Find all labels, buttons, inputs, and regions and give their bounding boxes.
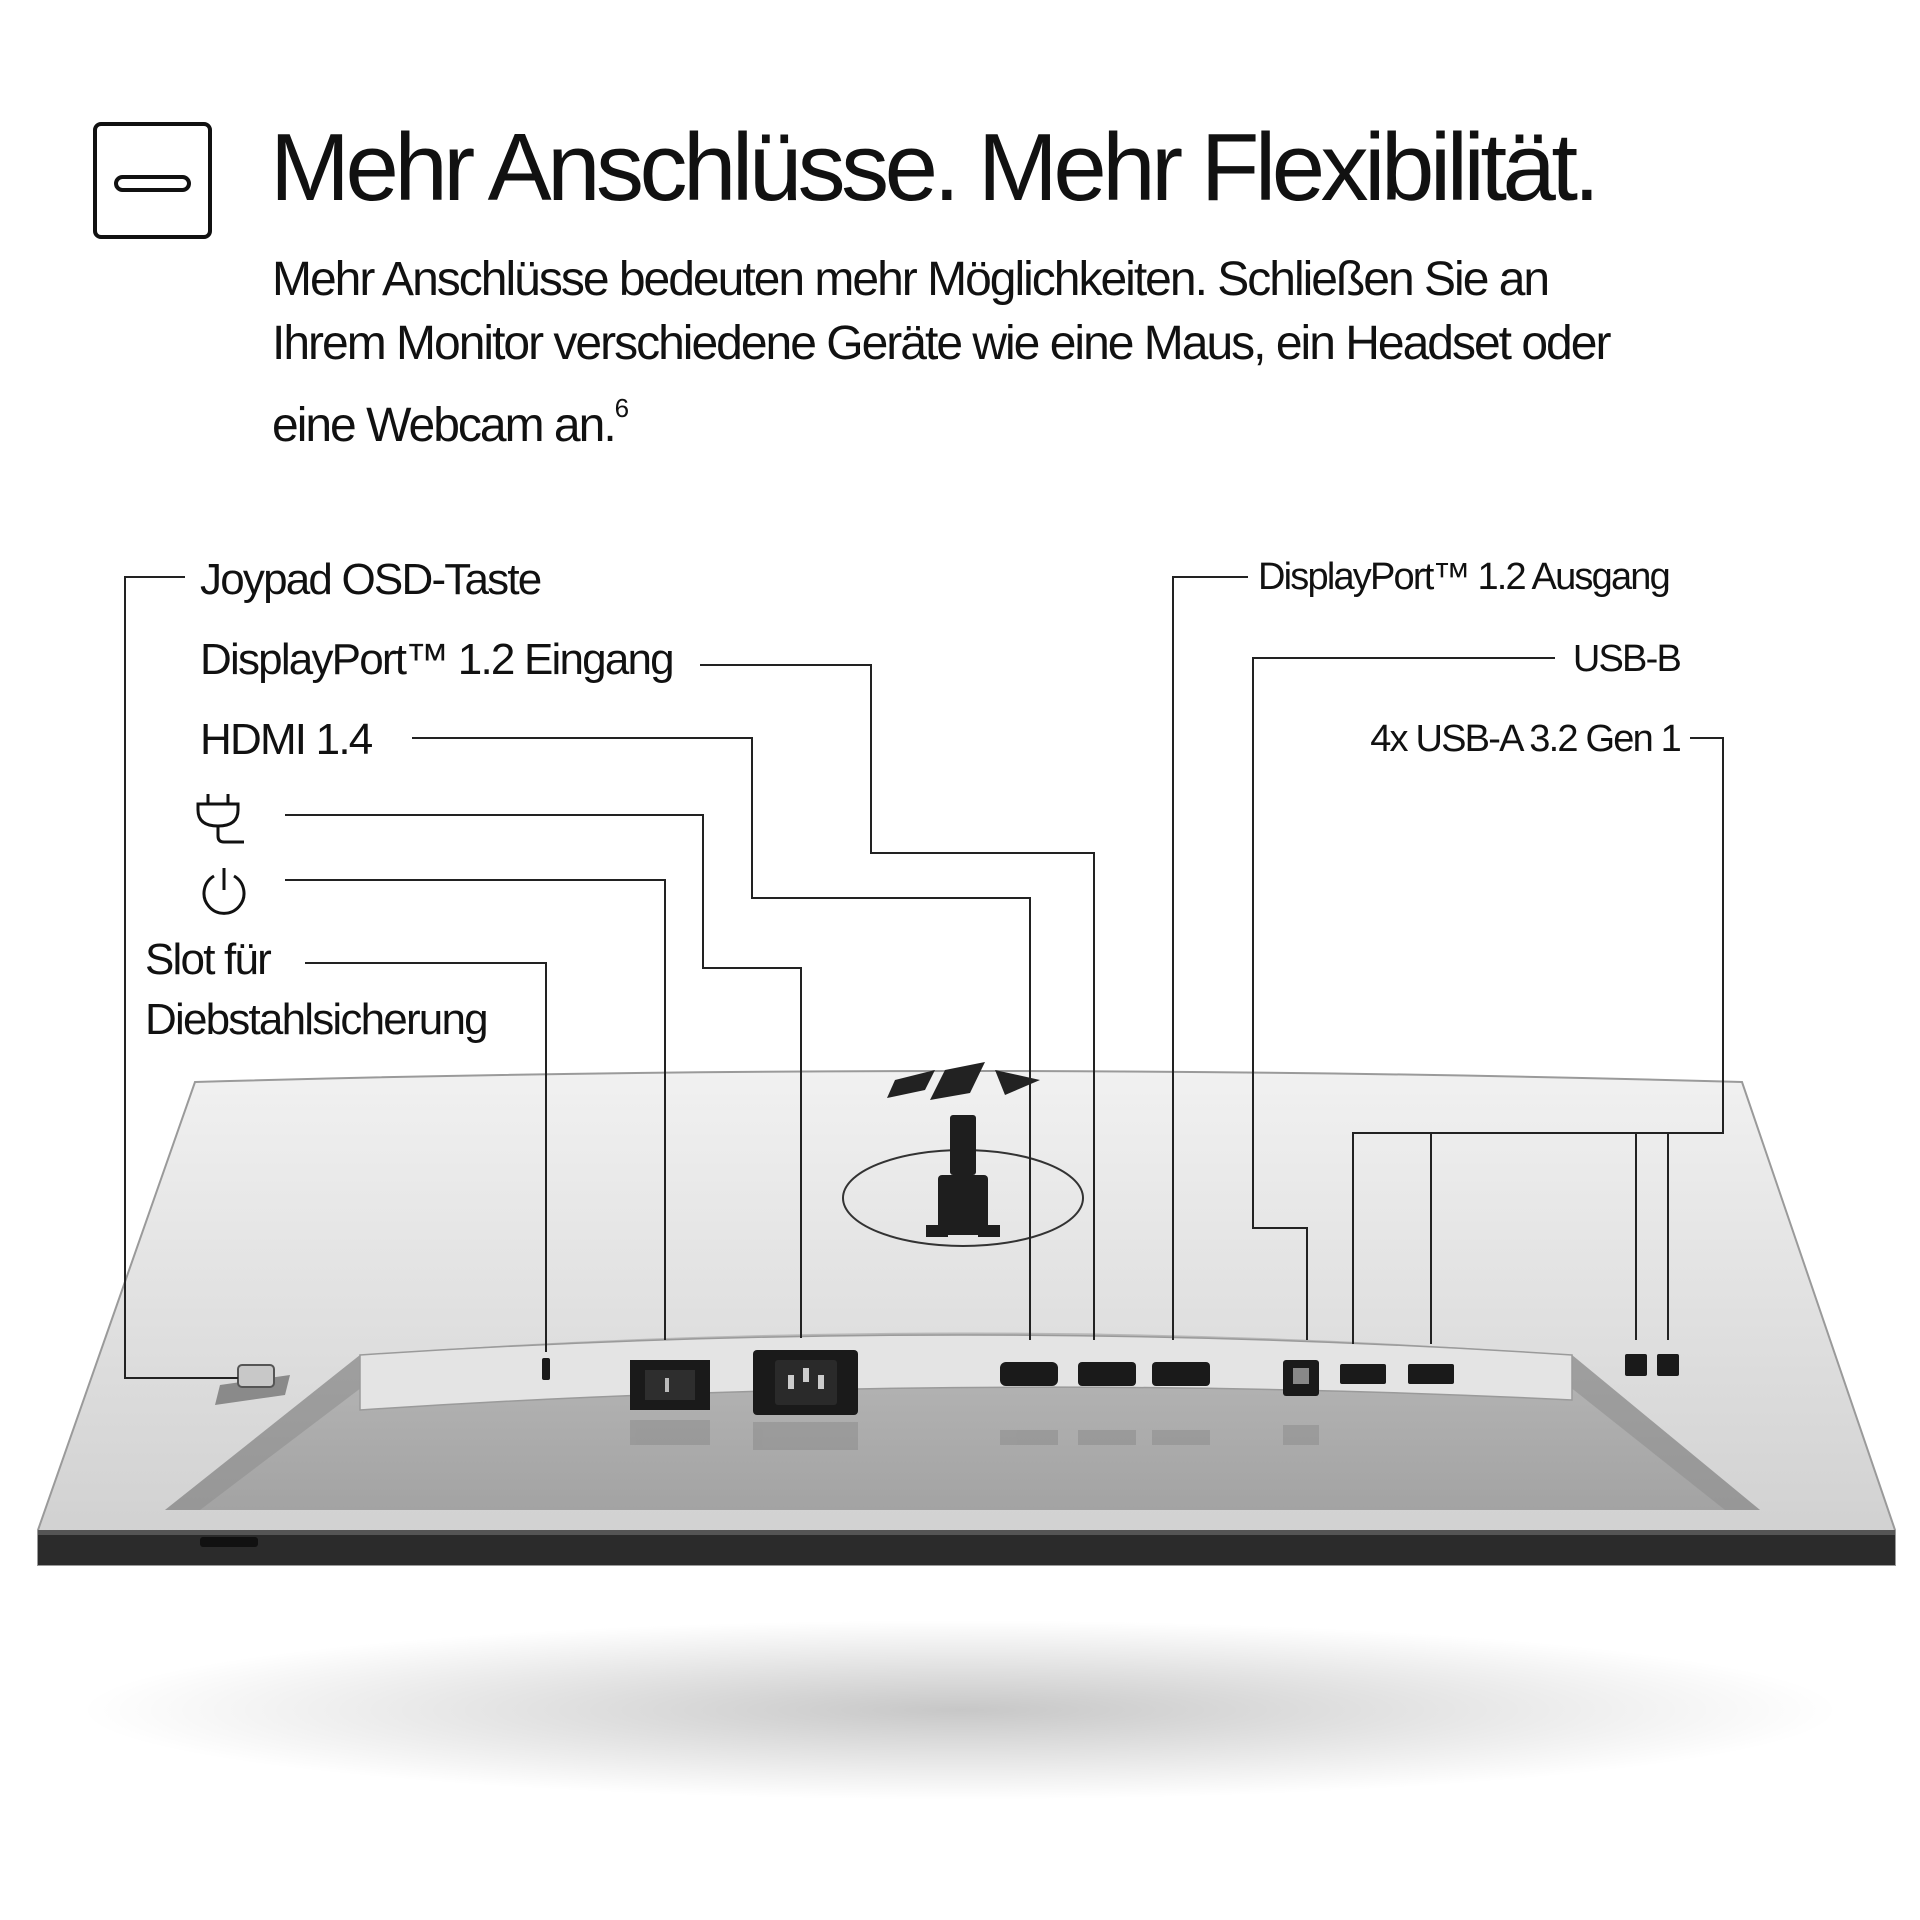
label-displayport-out: DisplayPort™ 1.2 Ausgang (1258, 556, 1669, 598)
description-line-1: Mehr Anschlüsse bedeuten mehr Möglichkeiten. Schließen Sie an (272, 253, 1549, 306)
label-joypad-osd: Joypad OSD-Taste (200, 555, 541, 604)
label-lock-slot-line2: Diebstahlsicherung (145, 995, 487, 1044)
power-plug-icon (192, 790, 248, 846)
label-usb-a: 4x USB-A 3.2 Gen 1 (1370, 718, 1680, 760)
footnote-marker: 6 (614, 393, 630, 423)
label-displayport-in: DisplayPort™ 1.2 Eingang (200, 635, 673, 684)
power-button-icon (198, 866, 250, 918)
label-hdmi: HDMI 1.4 (200, 715, 372, 764)
label-lock-slot-line1: Slot für (145, 935, 270, 984)
description-line-2: Ihrem Monitor verschiedene Geräte wie eine Maus, ein Headset oder (272, 317, 1610, 370)
label-usb-b: USB-B (1572, 638, 1680, 680)
page-title: Mehr Anschlüsse. Mehr Flexibilität. (270, 114, 1596, 221)
description-line-3: eine Webcam an. (272, 399, 615, 452)
